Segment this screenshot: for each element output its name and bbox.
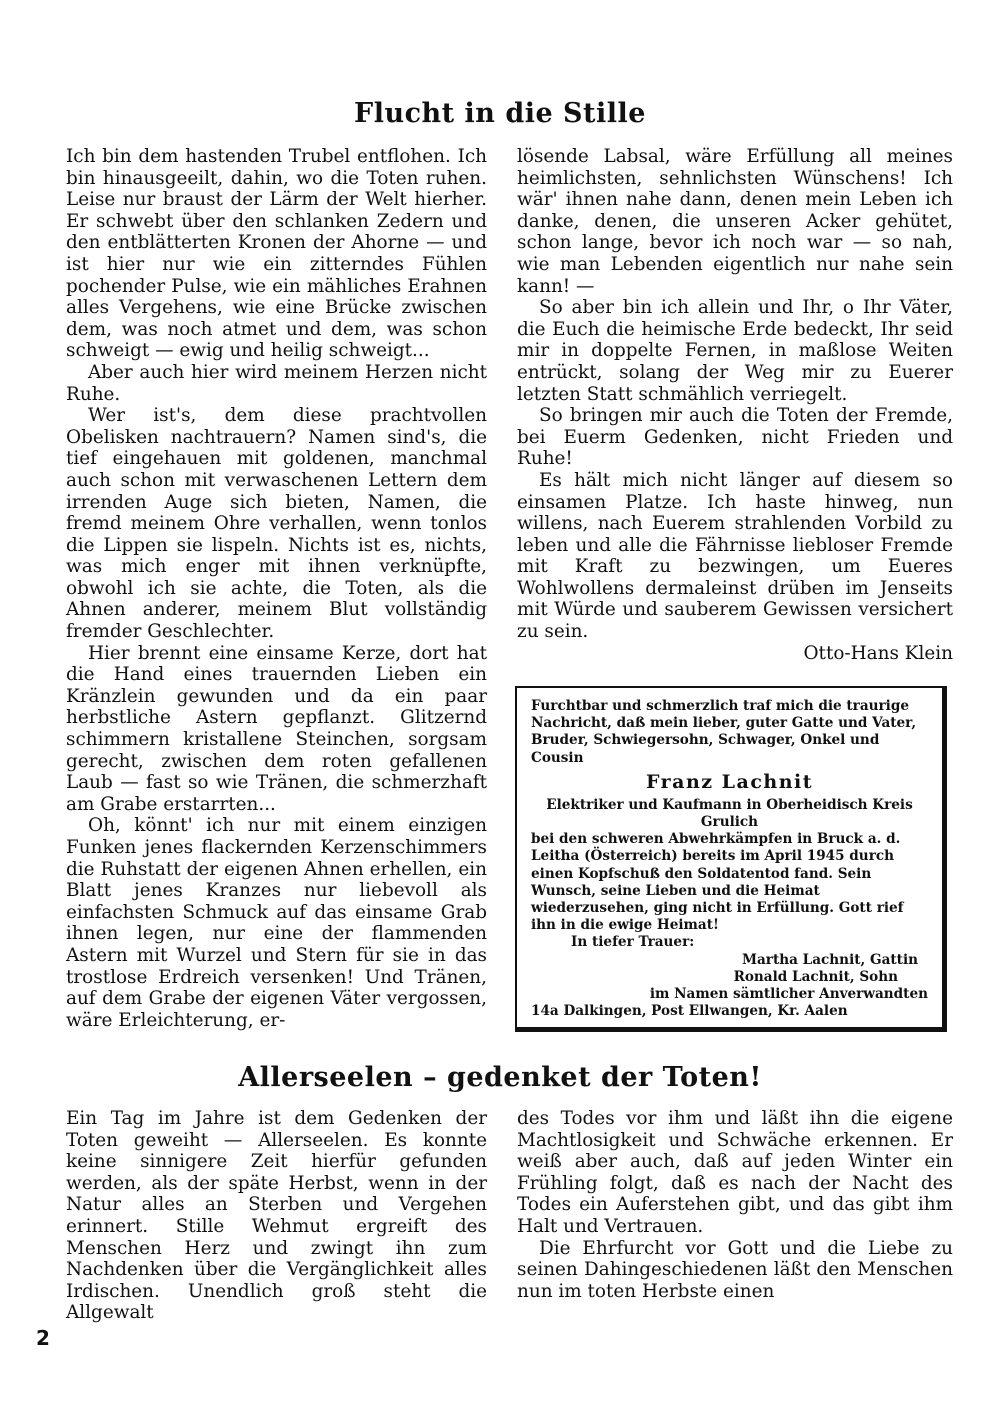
article2-paragraph: des Todes vor ihm und läßt ihn die eigene Machtlosigkeit und Schwäche erkennen. Er weiß aber auch, daß auf jeden Winter ein Frühling folgt, daß es nach der Nacht des Todes ein Auferstehen gibt, und das gibt ihm Halt und Vertrauen. [517,1108,953,1237]
article1-paragraph: Es hält mich nicht länger auf diesem so einsamen Platze. Ich haste hinweg, nun willens, nach Euerem strahlenden Vorbild zu leben und alle die Fährnisse liebloser Fremde mit Kraft zu bezwingen, um Eueres Wohlwollens dermaleinst drüben im Jenseits mit Würde und sauberem Gewissen versichert zu sein. [517,469,953,643]
article1-paragraph: Hier brennt eine einsame Kerze, dort hat die Hand eines trauernden Lieben ein Kränzlein gewunden und da ein paar herbstliche Astern gepflanzt. Glitzernd schimmern kristallene Steinchen, sorgsam gerecht, zwischen dem roten gefallenen Laub — fast so wie Tränen, die schmerzhaft am Grabe erstarrten... [66,642,487,815]
article1-paragraph: Oh, könnt' ich nur mit einem einzigen Funken jenes flackernden Kerzenschimmers die Ruhstatt der eigenen Ahnen erhellen, ein Blatt jenes Kranzes nur liebevoll als einfachsten Schmuck auf das einsame Grab ihnen legen, nur eine der flammenden Astern mit Wurzel und Stern für sie in das trostlose Erdreich versenken! Und Tränen, auf dem Grabe der eigenen Väter vergossen, wäre Erleichterung, er- [66,815,487,1031]
article1-paragraph: Ich bin dem hastenden Trubel entflohen. Ich bin hinausgeeilt, dahin, wo die Toten ruhen. Leise nur braust der Lärm der Welt hierher. Er schwebt über den schlanken Zedern und den entblätterten Kronen der Ahorne — und ist hier nur wie ein zitterndes Fühlen pochender Pulse, wie ein mähliches Erahnen alles Vergehens, wie eine Brücke zwischen dem, was noch atmet und dem, was schon schweigt — ewig und heilig schweigt... [66,146,487,362]
obituary-notice [515,686,947,1032]
article2-title: Allerseelen – gedenket der Toten! [238,1062,762,1093]
article1-paragraph: Wer ist's, dem diese prachtvollen Obelisken nachtrauern? Namen sind's, die tief eingehauen mit goldenen, manchmal auch schon mit verwaschenen Lettern dem irrenden Auge sich bieten, Namen, die fremd meinem Ohre verhallen, wenn tonlos die Lippen sie lispeln. Nichts ist es, nichts, was mich enger mit ihnen verknüpfte, obwohl ich sie achte, die Toten, als die Ahnen anderer, meinem Blut vollständig fremder Geschlechter. [66,405,487,643]
article1-paragraph: Aber auch hier wird meinem Herzen nicht Ruhe. [66,361,487,405]
article2-left-column [66,1108,487,1324]
article2-paragraph: Ein Tag im Jahre ist dem Gedenken der Toten geweiht — Allerseelen. Es konnte keine sinnigere Zeit hierfür gefunden werden, als der späte Herbst, wenn in der Natur alles an Sterben und Vergehen erinnert. Stille Wehmut ergreift des Menschen Herz und zwingt ihn zum Nachdenken über die Vergänglichkeit alles Irdischen. Unendlich groß steht die Allgewalt [66,1108,487,1324]
obituary-address: 14a Dalkingen, Post Ellwangen, Kr. Aalen [531,1003,848,1020]
obituary-occupation: Elektriker und Kaufmann in Oberheidisch Kreis Grulich [546,796,913,831]
obituary-body: bei den schweren Abwehrkämpfen in Bruck a. d. Leitha (Österreich) bereits im April 1945 durch einen Kopfschuß den Soldatentod fand. Sein Wunsch, seine Lieben und die Heimat wiederzusehen, ging nicht in Erfüllung. Gott rief ihn in die ewige Heimat! [531,831,904,934]
article2-paragraph: Die Ehrfurcht vor Gott und die Liebe zu seinen Dahingeschiedenen läßt den Menschen nun im toten Herbste einen [517,1237,953,1302]
obituary-intro: Furchtbar und schmerzlich traf mich die traurige Nachricht, daß mein lieber, guter Gatte und Vater, Bruder, Schwiegersohn, Schwager, Onkel und Cousin [531,698,917,766]
article1-right-column [517,146,953,664]
page-number: 2 [36,1326,50,1350]
obituary-mourner: Martha Lachnit, Gattin [741,951,918,968]
article1-paragraph: So bringen mir auch die Toten der Fremde, bei Euerm Gedenken, nicht Frieden und Ruhe! [517,405,953,470]
article1-author: Otto-Hans Klein [803,642,953,664]
obituary-name: Franz Lachnit [645,770,814,793]
article1-paragraph: lösende Labsal, wäre Erfüllung all meines heimlichsten, sehnlichsten Wünschens! Ich wär' ihnen nahe dann, denen mein Leben ich danke, denen, die unseren Acker gehütet, schon lange, bevor ich noch war — so nah, wie man Lebenden eigentlich nur nahe sein kann! — [517,146,953,297]
article1-title: Flucht in die Stille [354,98,646,129]
article1-left-column [66,146,487,1031]
article1-paragraph: So aber bin ich allein und Ihr, o Ihr Väter, die Euch die heimische Erde bedeckt, Ihr seid mir in doppelte Fernen, in maßlose Weiten entrückt, solang der Weg mir zu Euerer letzten Statt schmählich verriegelt. [517,297,953,405]
obituary-relatives: im Namen sämtlicher Anverwandten [649,986,928,1003]
obituary-mourning-label: In tiefer Trauer: [571,934,695,951]
article2-right-column [517,1108,953,1302]
obituary-mourner: Ronald Lachnit, Sohn [733,968,898,985]
